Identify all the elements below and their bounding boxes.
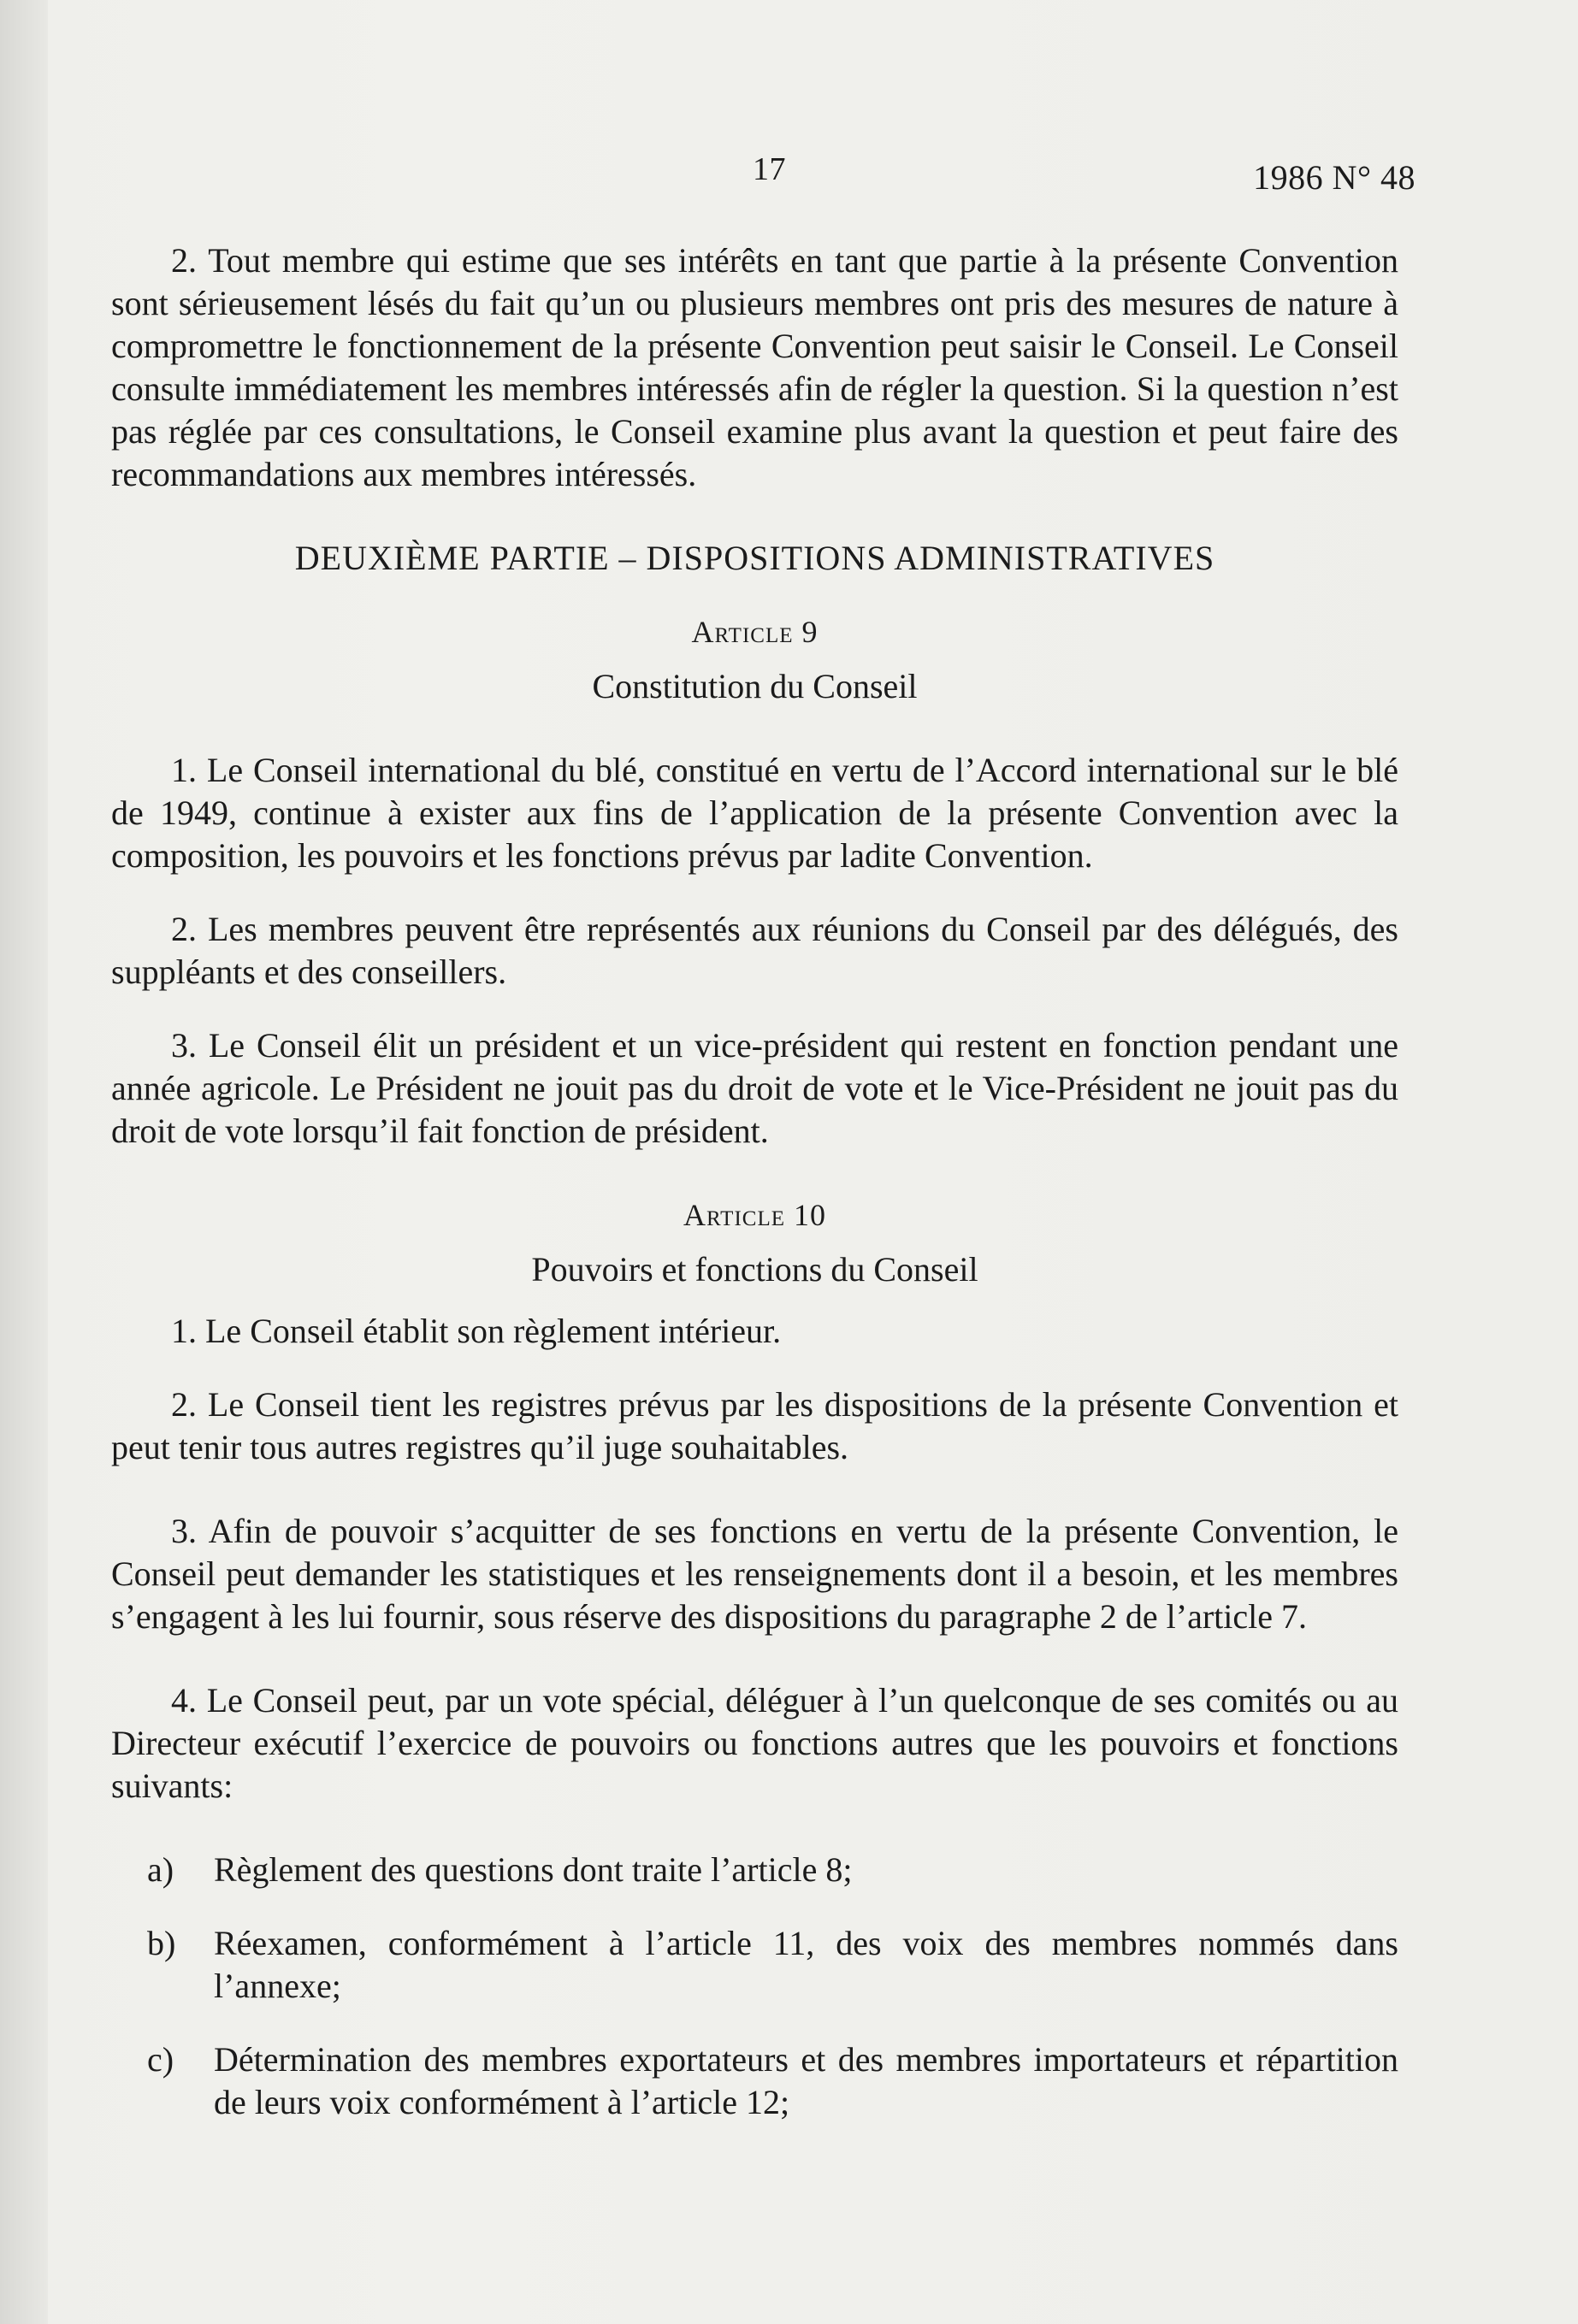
list-item: [111, 1849, 1398, 1891]
list-marker: a): [147, 1850, 174, 1889]
list-item-text: Réexamen, conformément à l’article 11, des voix des membres nommés dans l’annexe;: [214, 1924, 1398, 2005]
list-item: [111, 1922, 1398, 2008]
list-marker: c): [147, 2040, 174, 2079]
article-label: Article 9: [691, 615, 819, 649]
list-item: [111, 2038, 1398, 2124]
paragraph: 1. Le Conseil international du blé, constitué en vertu de l’Accord international sur le blé de 1949, continue à exister aux fins de l’application de la présente Convention avec la composition, les pouvoirs et les fonctions prévus par ladite Convention.: [111, 751, 1398, 875]
article-title: Pouvoirs et fonctions du Conseil: [531, 1250, 978, 1289]
list-marker: b): [147, 1924, 176, 1962]
page-edge-shadow: [0, 0, 48, 2324]
paragraph: 4. Le Conseil peut, par un vote spécial, déléguer à l’un quelconque de ses comités ou au Directeur exécutif l’exercice de pouvoirs ou fonctions autres que les pouvoirs et fonctions suivants:: [111, 1681, 1398, 1805]
list-item-text: Règlement des questions dont traite l’article 8;: [214, 1850, 853, 1889]
page-number: 17: [753, 151, 786, 187]
paragraph: 2. Les membres peuvent être représentés aux réunions du Conseil par des délégués, des suppléants et des conseillers.: [111, 910, 1398, 991]
paragraph: 3. Afin de pouvoir s’acquitter de ses fonctions en vertu de la présente Convention, le Conseil peut demander les statistiques et les renseignements dont il a besoin, et les membres s’engagent à les lui fournir, sous réserve des dispositions du paragraphe 2 de l’article 7.: [111, 1512, 1398, 1636]
article-label: Article 10: [683, 1198, 826, 1232]
paragraph: 2. Le Conseil tient les registres prévus par les dispositions de la présente Convention et peut tenir tous autres registres qu’il juge souhaitables.: [111, 1385, 1398, 1466]
article-title: Constitution du Conseil: [592, 667, 918, 705]
part-heading: DEUXIÈME PARTIE – DISPOSITIONS ADMINISTRATIVES: [294, 539, 1215, 577]
paragraph: 3. Le Conseil élit un président et un vice-président qui restent en fonction pendant une année agricole. Le Président ne jouit pas du droit de vote et le Vice-Président ne jouit pas du droit de vote lorsqu’il fait fonction de président.: [111, 1026, 1398, 1150]
document-body: [111, 239, 1398, 2124]
paragraph: 1. Le Conseil établit son règlement intérieur.: [171, 1312, 782, 1350]
list-item-text: Détermination des membres exportateurs et des membres importateurs et répartition de leurs voix conformément à l’article 12;: [214, 2040, 1398, 2121]
paragraph: 2. Tout membre qui estime que ses intérêts en tant que partie à la présente Convention sont sérieusement lésés du fait qu’un ou plusieurs membres ont pris des mesures de nature à compromettre le fonctionnement de la présente Convention peut saisir le Conseil. Le Conseil consulte immédiatement les membres intéressés afin de régler la question. Si la question n’est pas réglée par ces consultations, le Conseil examine plus avant la question et peut faire des recommandations aux membres intéressés.: [111, 241, 1398, 493]
document-reference: 1986 N° 48: [1253, 158, 1415, 197]
